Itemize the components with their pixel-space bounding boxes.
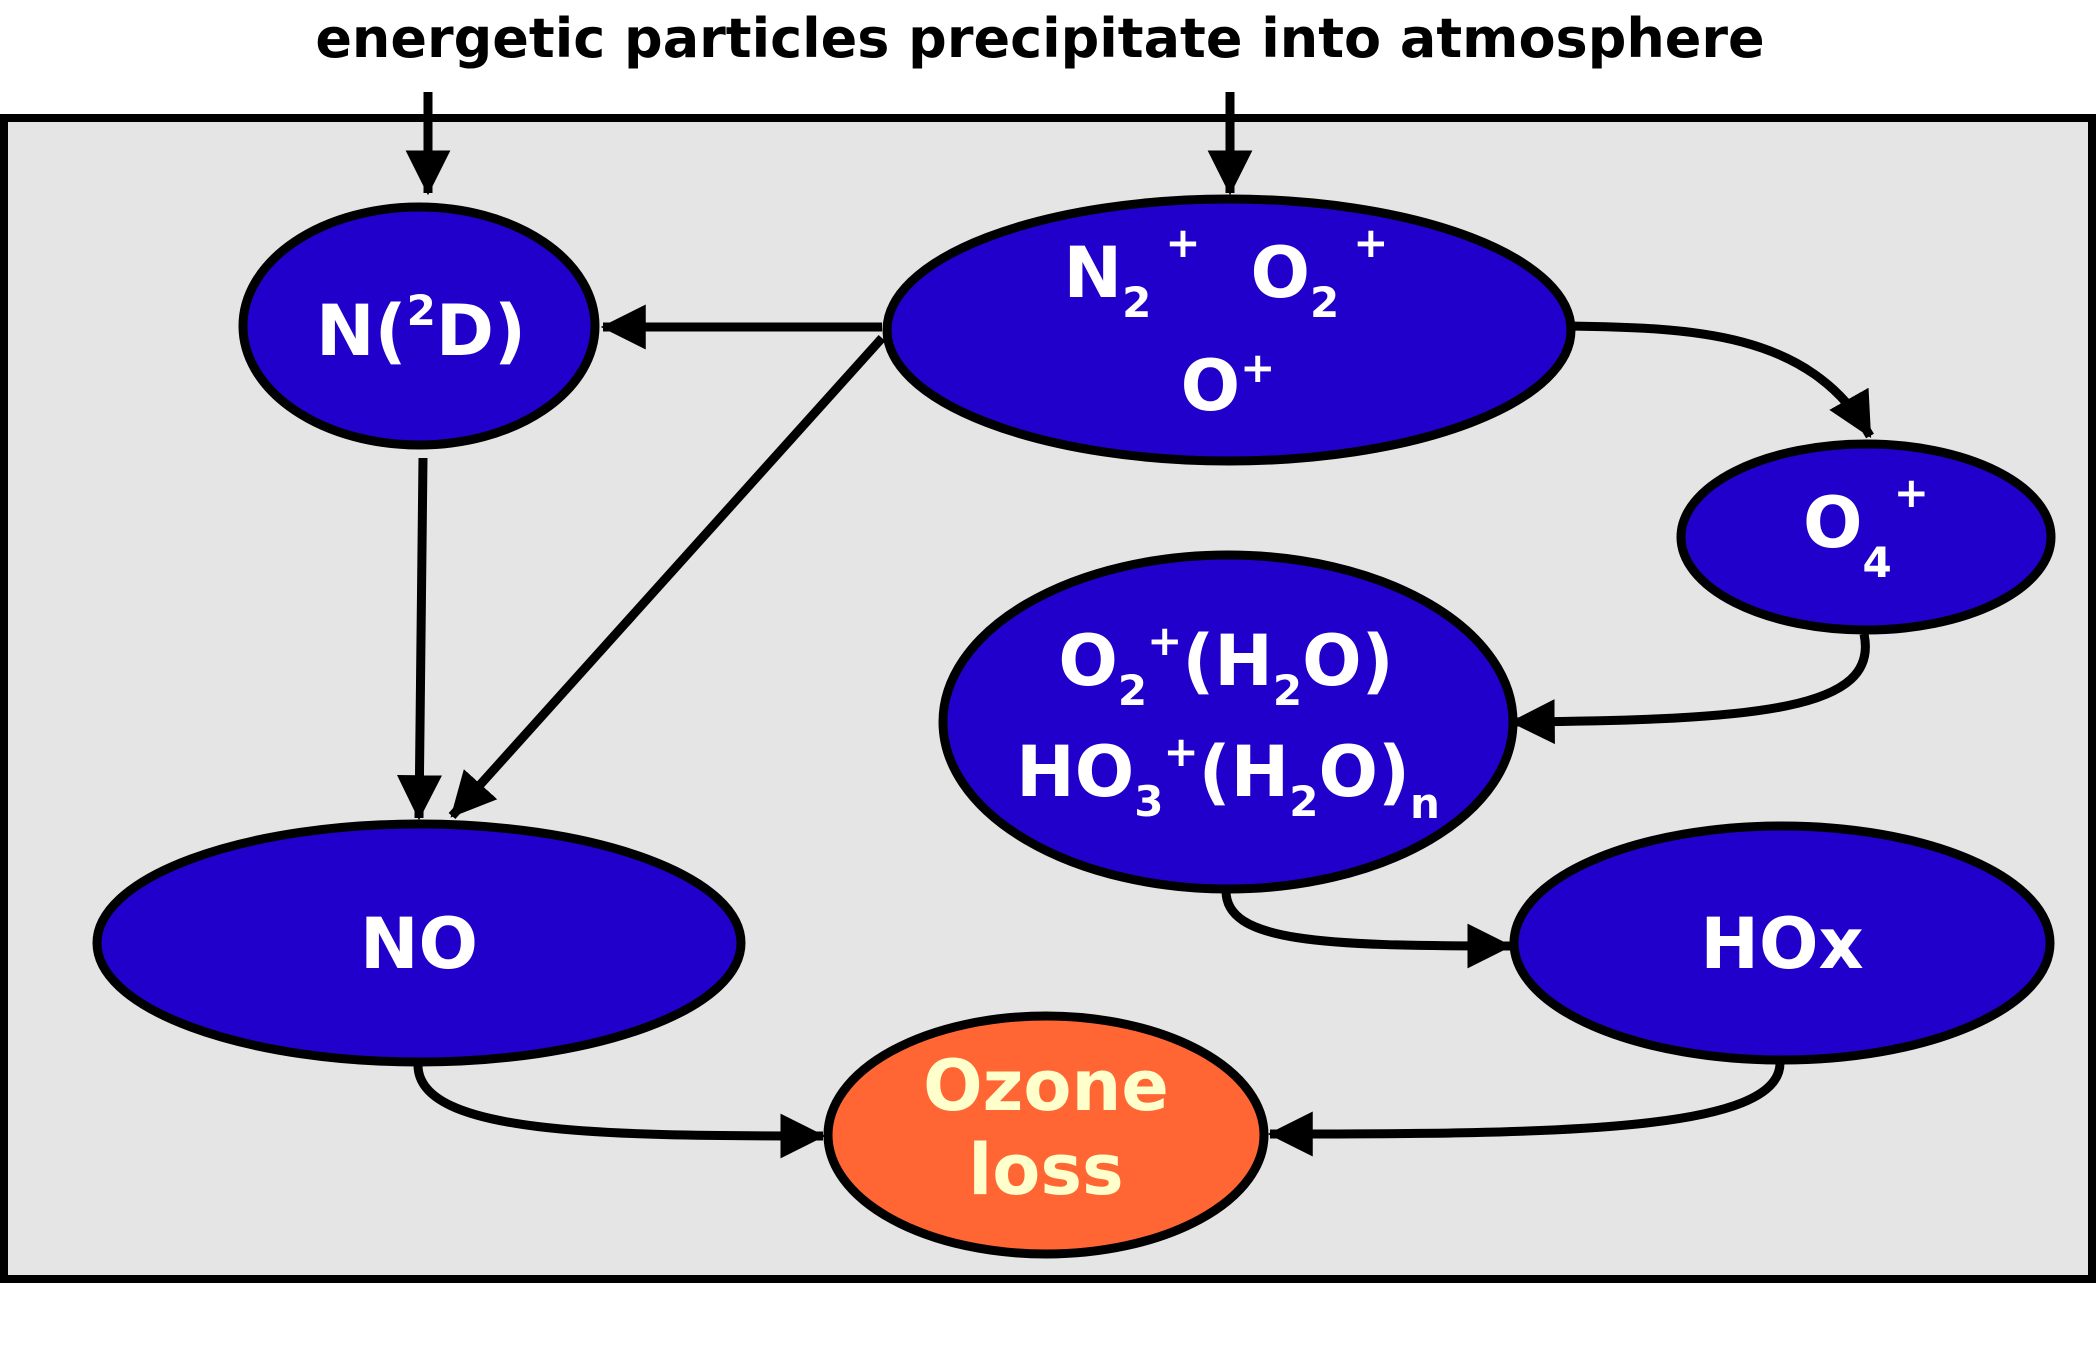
node-o4 [1681,444,2051,630]
node-ozone-loss [828,1016,1264,1254]
n2d-text-tail: D) [435,290,526,372]
ion-oplus-main: O [1180,345,1241,427]
node-hox [1514,826,2050,1060]
o4-sup: + [1893,468,1929,517]
o4-main: O [1803,482,1863,564]
cluster2-paren: (H [1198,731,1290,813]
ozone-label-line1: Ozone [923,1045,1169,1127]
cluster1-paren: (H [1182,620,1273,702]
node-cluster-ions-shape [943,555,1513,889]
node-hox-label: HOx [1700,903,1864,985]
ozone-label-line2: loss [968,1129,1124,1211]
cluster2-sub: 3 [1134,777,1164,826]
cluster2-n: n [1409,779,1440,828]
node-o4-shape [1681,444,2051,630]
cluster1-tail: O) [1302,620,1394,702]
ion-o-main: O [1250,232,1311,314]
cluster1-sub: 2 [1117,666,1148,715]
cluster2-sub2: 2 [1289,777,1319,826]
node-no [97,824,741,1062]
ion-o-sub: 2 [1310,278,1340,327]
node-primary-ions [887,199,1571,461]
ion-o-sup: + [1353,218,1389,267]
cluster2-tail: O) [1318,731,1410,813]
node-no-label: NO [359,903,479,985]
o4-sub: 4 [1862,538,1892,587]
cluster2-ho: HO [1016,731,1135,813]
ion-n-sup: + [1165,218,1201,267]
ion-n-sub: 2 [1122,278,1152,327]
node-cluster-label-line2 [1016,727,1440,828]
cluster1-sup: + [1147,616,1183,665]
cluster1-o: O [1058,620,1118,702]
ion-oplus-sup: + [1240,343,1276,392]
cluster1-sub2: 2 [1272,666,1303,715]
ion-n-main: N [1063,232,1123,314]
node-n2d [243,207,595,445]
n2d-text-sup: 2 [406,286,436,335]
arrow-n2d-to-no [419,458,423,818]
cluster2-sup: + [1163,727,1199,776]
node-cluster-ions [943,555,1513,889]
node-cluster-label-line1 [1058,616,1393,715]
header-title: energetic particles precipitate into atmosphere [315,7,1765,70]
n2d-text-main: N( [316,290,407,372]
